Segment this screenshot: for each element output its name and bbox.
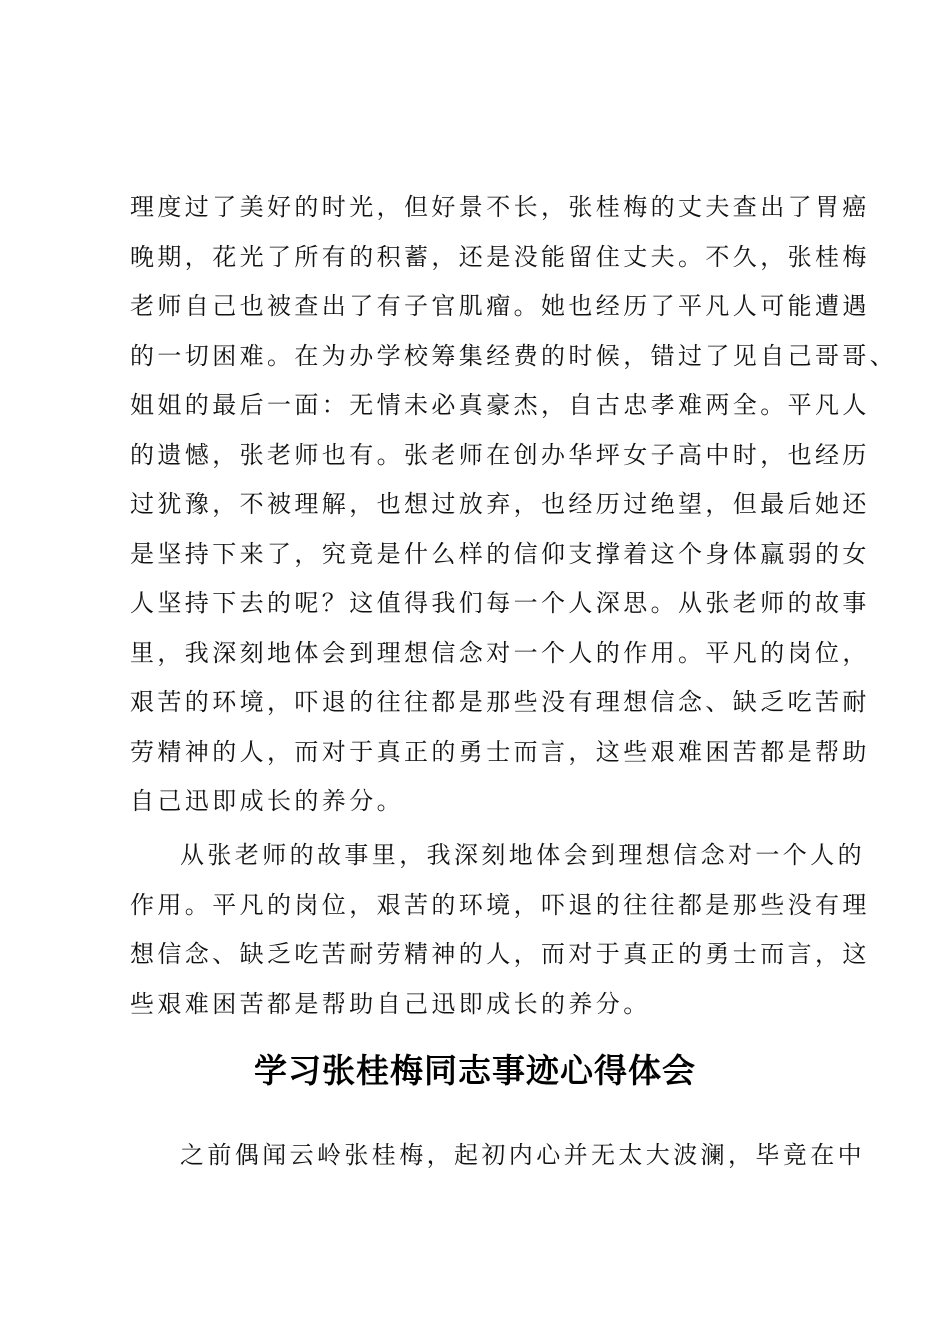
text-line: 自己迅即成长的养分。 <box>130 787 404 815</box>
text-line: 是坚持下来了，究竟是什么样的信仰支撑着这个身体羸弱的女 <box>130 539 870 568</box>
text-line: 作用。平凡的岗位，艰苦的环境，吓退的往往都是那些没有理 <box>130 890 870 919</box>
text-line: 从张老师的故事里，我深刻地体会到理想信念对一个人的 <box>180 841 865 869</box>
body-paragraph <box>130 183 898 827</box>
text-line: 过犹豫，不被理解，也想过放弃，也经历过绝望，但最后她还 <box>130 490 870 518</box>
text-line: 晚期，花光了所有的积蓄，还是没能留住丈夫。不久，张桂梅 <box>130 242 870 271</box>
text-line: 想信念、缺乏吃苦耐劳精神的人，而对于真正的勇士而言，这 <box>130 940 870 968</box>
text-line: 艰苦的环境，吓退的往往都是那些没有理想信念、缺乏吃苦耐 <box>130 688 870 716</box>
text-line: 老师自己也被查出了有子官肌瘤。她也经历了平凡人可能遭遇 <box>130 292 870 320</box>
text-line: 些艰难困苦都是帮助自己迅即成长的养分。 <box>130 989 651 1018</box>
text-line: 里，我深刻地体会到理想信念对一个人的作用。平凡的岗位， <box>130 638 870 667</box>
body-paragraph <box>130 831 870 1029</box>
text-line: 之前偶闻云岭张桂梅，起初内心并无太大波澜，毕竟在中 <box>180 1141 865 1169</box>
text-line: 的遗憾，张老师也有。张老师在创办华坪女子高中时，也经历 <box>130 440 870 469</box>
text-line: 的一切困难。在为办学校筹集经费的时候，错过了见自己哥哥、 <box>130 341 898 370</box>
text-line: 姐姐的最后一面：无情未必真豪杰，自古忠孝难两全。平凡人 <box>130 391 870 419</box>
section-heading: 学习张桂梅同志事迹心得体会 <box>254 1051 696 1090</box>
body-paragraph <box>130 1131 865 1181</box>
text-line: 理度过了美好的时光，但好景不长，张桂梅的丈夫查出了胃癌 <box>130 193 870 221</box>
text-line: 人坚持下去的呢？这值得我们每一个人深思。从张老师的故事 <box>130 589 870 617</box>
text-line: 劳精神的人，而对于真正的勇士而言，这些艰难困苦都是帮助 <box>130 737 870 766</box>
